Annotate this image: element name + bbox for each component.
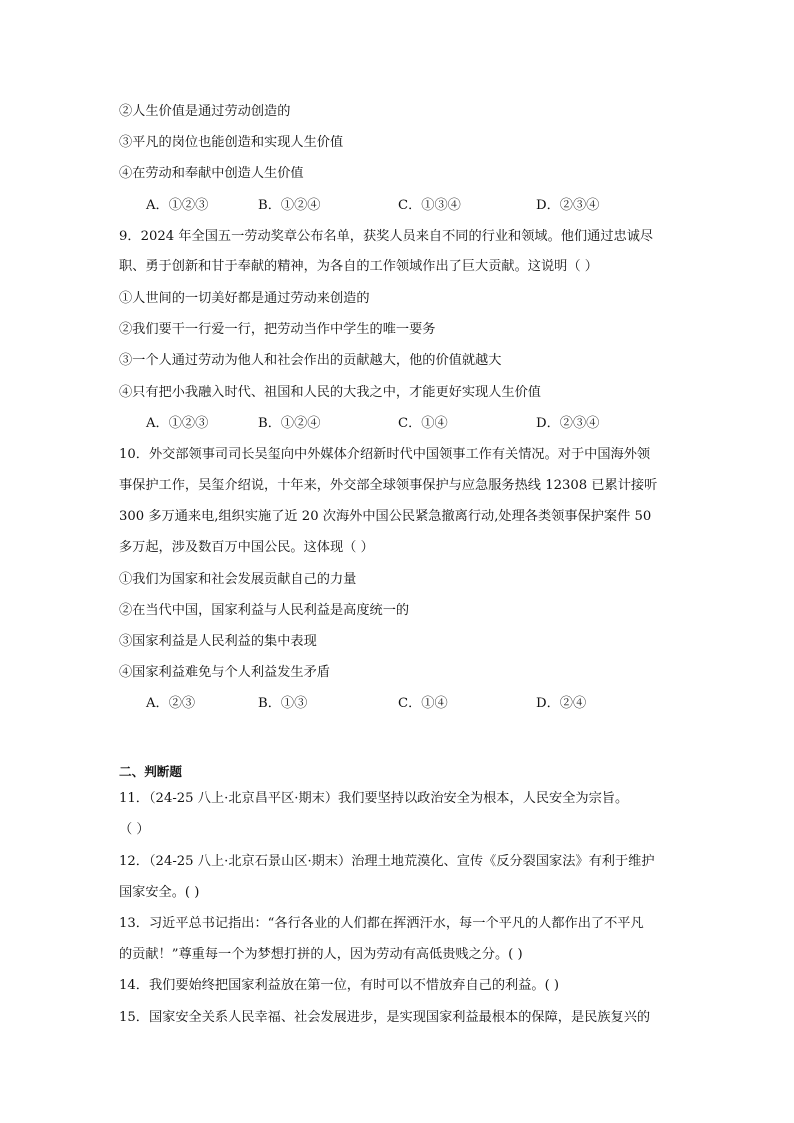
q13-line-1: 13．习近平总书记指出：“各行各业的人们都在挥洒汗水，每一个平凡的人都作出了不平凡 — [119, 916, 644, 931]
q12-line-1: 12．（24-25 八上·北京石景山区·期末）治理土地荒漠化、宣传《反分裂国家法》有利于维护 — [119, 854, 655, 869]
carryover-statement-3: ③平凡的岗位也能创造和实现人生价值 — [119, 135, 344, 150]
q9-option-c[interactable]: C．①④ — [398, 416, 448, 431]
q9-statement-4: ④只有把小我融入时代、祖国和人民的大我之中，才能更好实现人生价值 — [119, 385, 541, 400]
q9-statement-3: ③一个人通过劳动为他人和社会作出的贡献越大，他的价值就越大 — [119, 353, 502, 368]
q10-stem-line-1: 10．外交部领事司司长吴玺向中外媒体介绍新时代中国领事工作有关情况。对于中国海外领 — [119, 447, 651, 462]
section-heading-true-false: 二、判断题 — [119, 764, 182, 779]
q14-line-1[interactable]: 14．我们要始终把国家利益放在第一位，有时可以不惜放弃自己的利益。( ) — [119, 978, 560, 993]
q11-answer-blank[interactable]: （ ） — [119, 822, 150, 837]
q10-stem-line-3: 300 多万通来电,组织实施了近 20 次海外中国公民紧急撤离行动,处理各类领事保护案件 50 — [119, 509, 652, 524]
q9-stem-line-2: 职、勇于创新和甘于奉献的精神，为各自的工作领域作出了巨大贡献。这说明（ ） — [119, 259, 598, 274]
carryover-option-b[interactable]: B．①②④ — [258, 198, 321, 213]
q9-option-b[interactable]: B．①②④ — [258, 416, 321, 431]
q10-statement-4: ④国家利益难免与个人利益发生矛盾 — [119, 665, 330, 680]
q10-option-d[interactable]: D．②④ — [536, 696, 587, 711]
carryover-statement-2: ②人生价值是通过劳动创造的 — [119, 104, 291, 119]
q15-line-1: 15．国家安全关系人民幸福、社会发展进步，是实现国家利益最根本的保障，是民族复兴的 — [119, 1010, 651, 1025]
q10-option-b[interactable]: B．①③ — [258, 696, 308, 711]
carryover-option-a[interactable]: A．①②③ — [146, 198, 209, 213]
q10-stem-line-4: 多万起，涉及数百万中国公民。这体现（ ） — [119, 540, 374, 555]
q10-statement-3: ③国家利益是人民利益的集中表现 — [119, 634, 317, 649]
carryover-option-d[interactable]: D．②③④ — [536, 198, 600, 213]
q11-line-1: 11．（24-25 八上·北京昌平区·期末）我们要坚持以政治安全为根本，人民安全为宗旨。 — [119, 791, 629, 806]
q10-option-c[interactable]: C．①④ — [398, 696, 448, 711]
q9-option-a[interactable]: A．①②③ — [146, 416, 209, 431]
q10-statement-2: ②在当代中国，国家利益与人民利益是高度统一的 — [119, 603, 410, 618]
q13-line-2[interactable]: 的贡献！”尊重每一个为梦想打拼的人，因为劳动有高低贵贱之分。( ) — [119, 947, 523, 962]
q9-option-d[interactable]: D．②③④ — [536, 416, 600, 431]
q10-option-a[interactable]: A．②③ — [146, 696, 196, 711]
carryover-statement-4: ④在劳动和奉献中创造人生价值 — [119, 166, 304, 181]
carryover-option-c[interactable]: C．①③④ — [398, 198, 461, 213]
q9-statement-1: ①人世间的一切美好都是通过劳动来创造的 — [119, 291, 370, 306]
q9-stem-line-1: 9．2024 年全国五一劳动奖章公布名单，获奖人员来自不同的行业和领域。他们通过忠诚尽 — [119, 229, 654, 244]
q10-stem-line-2: 事保护工作，吴玺介绍说，十年来，外交部全球领事保护与应急服务热线 12308 已累计接听 — [119, 478, 658, 493]
q10-statement-1: ①我们为国家和社会发展贡献自己的力量 — [119, 572, 357, 587]
q12-line-2[interactable]: 国家安全。( ) — [119, 885, 200, 900]
q9-statement-2: ②我们要干一行爱一行，把劳动当作中学生的唯一要务 — [119, 322, 436, 337]
